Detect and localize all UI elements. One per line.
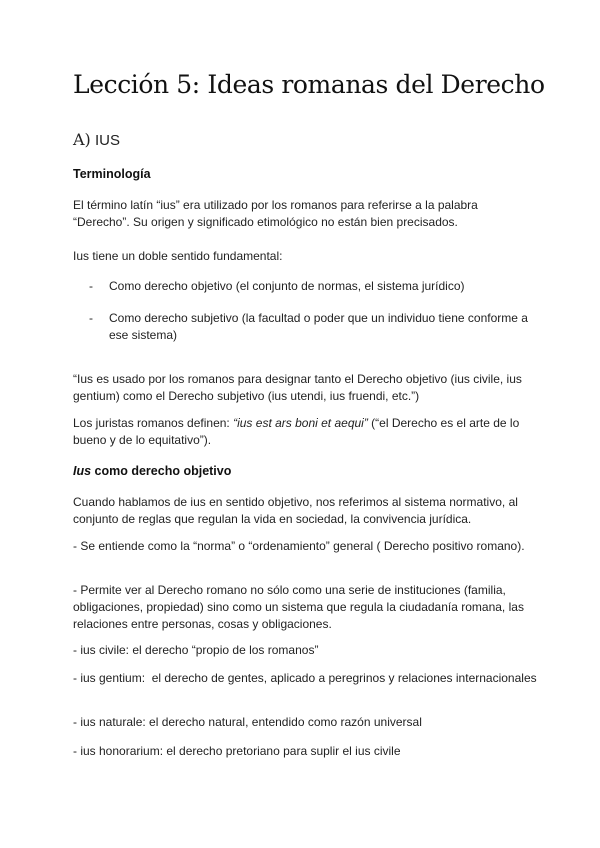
terminologia-paragraph-2: Ius tiene un doble sentido fundamental:: [73, 249, 283, 263]
list-item-marker: -: [89, 311, 93, 325]
terminologia-heading: Terminología: [73, 167, 151, 181]
quote-line-1: “Ius es usado por los romanos para designar tanto el Derecho objetivo (ius civile, ius: [73, 372, 522, 386]
quote-line-2: gentium) como el Derecho subjetivo (ius utendi, ius fruendi, etc.”): [73, 389, 420, 403]
list-item-marker: -: [89, 279, 93, 293]
objetivo-heading-rest: como derecho objetivo: [91, 464, 232, 478]
section-a-lead: A): [73, 130, 91, 149]
terminologia-paragraph-1: El término latín “ius” era utilizado por los romanos para referirse a la palabra “Derecho”. Su origen y significado etimológico no están bien precisados.: [73, 198, 478, 229]
ius-naturale-item: - ius naturale: el derecho natural, entendido como razón universal: [73, 715, 422, 729]
objetivo-paragraph-2: - Se entiende como la “norma” o “ordenamiento” general ( Derecho positivo romano).: [73, 539, 525, 553]
juristas-paragraph: [73, 415, 531, 449]
juristas-quote: “ius est ars boni et aequi”: [233, 416, 368, 430]
objetivo-paragraph-1: Cuando hablamos de ius en sentido objetivo, nos referimos al sistema normativo, al conjunto de reglas que regulan la vida en sociedad, la convivencia jurídica.: [73, 495, 518, 526]
ius-civile-item: - ius civile: el derecho “propio de los romanos”: [73, 643, 319, 657]
juristas-prefix: Los juristas romanos definen:: [73, 416, 234, 430]
objetivo-heading-italic: Ius: [73, 464, 92, 478]
objetivo-heading: [73, 464, 231, 478]
section-a-label: IUS: [94, 132, 120, 149]
page-title: Lección 5: Ideas romanas del Derecho: [73, 70, 545, 99]
objetivo-paragraph-3: - Permite ver al Derecho romano no sólo como una serie de instituciones (familia, obligaciones, propiedad) sino como un sistema que regula la ciudadanía romana, las relaciones entre personas, cosas y obligaciones.: [73, 583, 524, 631]
list-item-subjetivo: Como derecho subjetivo (la facultad o poder que un individuo tiene conforme a ese sistema): [109, 311, 528, 342]
ius-honorarium-item: - ius honorarium: el derecho pretoriano para suplir el ius civile: [73, 744, 401, 758]
list-item-objetivo: Como derecho objetivo (el conjunto de normas, el sistema jurídico): [109, 279, 465, 293]
ius-gentium-item: - ius gentium: el derecho de gentes, aplicado a peregrinos y relaciones internacionales: [73, 671, 537, 685]
juristas-suffix: (“el Derecho es el arte de lo bueno y de lo equitativo”).: [73, 416, 520, 447]
section-a-heading: [73, 130, 120, 149]
